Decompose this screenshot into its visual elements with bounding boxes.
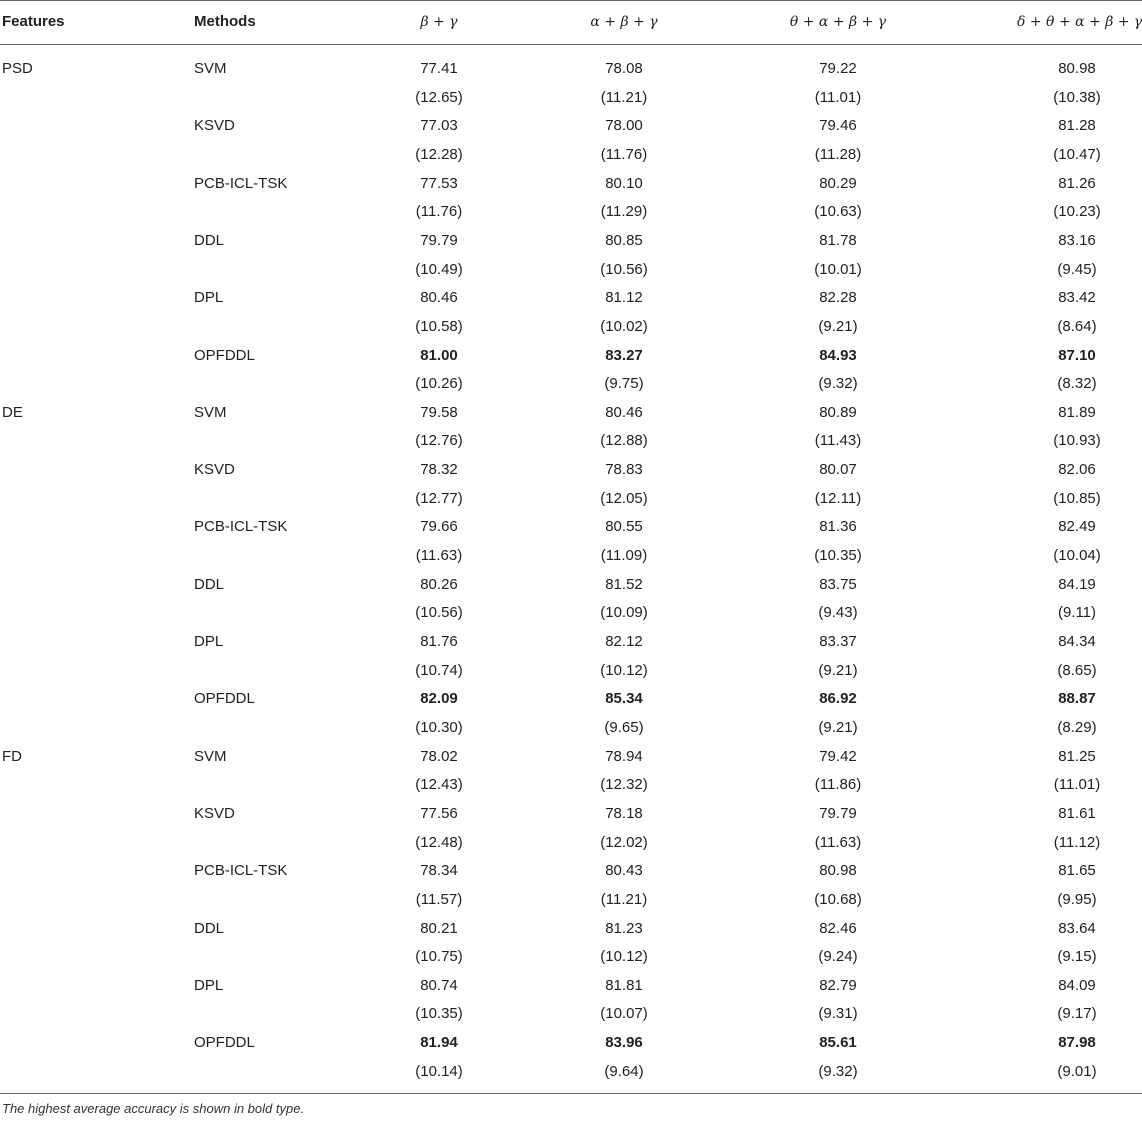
accuracy-value: 81.65	[1058, 862, 1096, 880]
std-dev-value: (10.26)	[415, 375, 463, 393]
method-label: DPL	[194, 289, 224, 307]
accuracy-value: 80.21	[420, 919, 458, 937]
table-header-rule	[0, 44, 1142, 45]
std-dev-value: (11.01)	[814, 88, 862, 106]
std-dev-value: (11.63)	[814, 833, 862, 851]
feature-label: PSD	[2, 60, 33, 77]
accuracy-value: 82.46	[819, 919, 857, 937]
std-dev-value: (9.32)	[818, 1062, 858, 1080]
method-label: KSVD	[194, 804, 235, 822]
table-top-rule	[0, 0, 1142, 1]
accuracy-value: 82.06	[1058, 461, 1096, 479]
accuracy-value: 81.12	[605, 289, 643, 307]
std-dev-value: (11.86)	[814, 776, 862, 794]
accuracy-value: 84.19	[1058, 575, 1096, 593]
std-dev-value: (11.63)	[415, 547, 463, 565]
accuracy-value: 81.23	[605, 919, 643, 937]
method-label: SVM	[194, 747, 227, 765]
std-dev-value: (10.35)	[814, 547, 862, 565]
std-dev-value: (8.32)	[1057, 375, 1097, 393]
method-label: KSVD	[194, 117, 235, 135]
accuracy-value: 80.46	[605, 403, 643, 421]
accuracy-value: 80.46	[420, 289, 458, 307]
std-dev-value: (10.38)	[1053, 88, 1101, 106]
std-dev-value: (10.47)	[1053, 145, 1101, 163]
std-dev-value: (10.74)	[415, 661, 463, 679]
std-dev-value: (12.02)	[600, 833, 648, 851]
accuracy-value: 85.34	[605, 690, 643, 708]
std-dev-value: (11.76)	[600, 145, 648, 163]
std-dev-value: (11.21)	[600, 88, 648, 106]
header-band-3: θ + α + β + γ	[789, 14, 887, 30]
std-dev-value: (9.01)	[1057, 1062, 1097, 1080]
std-dev-value: (9.65)	[604, 718, 644, 736]
accuracy-value: 77.53	[420, 174, 458, 192]
accuracy-value: 81.26	[1058, 174, 1096, 192]
std-dev-value: (10.75)	[415, 948, 463, 966]
std-dev-value: (9.75)	[604, 375, 644, 393]
std-dev-value: (11.12)	[1053, 833, 1101, 851]
std-dev-value: (11.09)	[600, 547, 648, 565]
method-label: OPFDDL	[194, 346, 255, 364]
accuracy-value: 80.29	[819, 174, 857, 192]
std-dev-value: (8.64)	[1057, 317, 1097, 335]
accuracy-value: 81.94	[420, 1034, 458, 1052]
method-label: DPL	[194, 633, 224, 650]
std-dev-value: (12.32)	[600, 776, 648, 794]
accuracy-value: 78.02	[420, 747, 458, 765]
header-methods: Methods	[194, 13, 256, 30]
accuracy-value: 81.25	[1058, 747, 1096, 765]
accuracy-value: 82.28	[819, 289, 857, 307]
accuracy-value: 80.10	[605, 174, 643, 192]
accuracy-value: 83.16	[1058, 231, 1096, 249]
std-dev-value: (10.35)	[415, 1005, 463, 1023]
std-dev-value: (10.12)	[600, 661, 648, 679]
std-dev-value: (10.23)	[1053, 203, 1101, 221]
accuracy-value: 79.22	[819, 60, 857, 77]
accuracy-value: 81.76	[420, 633, 458, 650]
method-label: DDL	[194, 575, 225, 593]
accuracy-value: 82.09	[420, 690, 458, 708]
std-dev-value: (10.09)	[600, 604, 648, 622]
std-dev-value: (11.29)	[600, 203, 648, 221]
accuracy-value: 80.98	[819, 862, 857, 880]
accuracy-value: 81.00	[420, 346, 458, 364]
std-dev-value: (10.56)	[600, 260, 648, 278]
accuracy-value: 79.79	[420, 231, 458, 249]
std-dev-value: (11.43)	[814, 432, 862, 450]
accuracy-value: 80.26	[420, 575, 458, 593]
accuracy-value: 81.61	[1058, 804, 1096, 822]
accuracy-value: 81.81	[605, 976, 643, 994]
accuracy-value: 86.92	[819, 690, 857, 708]
header-band-1: β + γ	[420, 14, 458, 30]
accuracy-value: 84.93	[819, 346, 857, 364]
method-label: KSVD	[194, 461, 235, 479]
std-dev-value: (10.01)	[814, 260, 862, 278]
header-band-2: α + β + γ	[590, 14, 658, 30]
method-label: SVM	[194, 60, 227, 77]
accuracy-value: 84.34	[1058, 633, 1096, 650]
accuracy-value: 78.00	[605, 117, 643, 135]
accuracy-value: 78.34	[420, 862, 458, 880]
feature-label: FD	[2, 747, 22, 765]
accuracy-value: 78.83	[605, 461, 643, 479]
accuracy-value: 83.75	[819, 575, 857, 593]
accuracy-value: 87.98	[1058, 1034, 1096, 1052]
method-label: DDL	[194, 919, 225, 937]
accuracy-value: 82.79	[819, 976, 857, 994]
method-label: OPFDDL	[194, 1034, 255, 1052]
accuracy-value: 81.36	[819, 518, 857, 536]
std-dev-value: (9.24)	[818, 948, 858, 966]
std-dev-value: (10.58)	[415, 317, 463, 335]
std-dev-value: (10.68)	[814, 890, 862, 908]
accuracy-value: 81.52	[605, 575, 643, 593]
std-dev-value: (12.28)	[415, 145, 463, 163]
accuracy-value: 85.61	[819, 1034, 857, 1052]
std-dev-value: (9.32)	[818, 375, 858, 393]
std-dev-value: (10.85)	[1053, 489, 1101, 507]
std-dev-value: (9.15)	[1057, 948, 1097, 966]
std-dev-value: (9.17)	[1057, 1005, 1097, 1023]
accuracy-value: 80.89	[819, 403, 857, 421]
std-dev-value: (10.56)	[415, 604, 463, 622]
header-band-4: δ + θ + α + β + γ	[1017, 14, 1142, 30]
std-dev-value: (9.21)	[818, 661, 858, 679]
accuracy-value: 78.18	[605, 804, 643, 822]
std-dev-value: (12.76)	[415, 432, 463, 450]
std-dev-value: (10.14)	[415, 1062, 463, 1080]
accuracy-value: 78.32	[420, 461, 458, 479]
header-features: Features	[2, 13, 65, 30]
table-footnote: The highest average accuracy is shown in bold type.	[2, 1101, 305, 1116]
accuracy-value: 80.74	[420, 976, 458, 994]
method-label: OPFDDL	[194, 690, 255, 708]
accuracy-value: 81.78	[819, 231, 857, 249]
accuracy-value: 82.49	[1058, 518, 1096, 536]
accuracy-value: 80.85	[605, 231, 643, 249]
feature-label: DE	[2, 403, 23, 421]
std-dev-value: (8.29)	[1057, 718, 1097, 736]
std-dev-value: (12.05)	[600, 489, 648, 507]
std-dev-value: (9.21)	[818, 317, 858, 335]
std-dev-value: (10.63)	[814, 203, 862, 221]
accuracy-value: 81.89	[1058, 403, 1096, 421]
std-dev-value: (12.88)	[600, 432, 648, 450]
std-dev-value: (9.11)	[1057, 604, 1097, 622]
accuracy-value: 83.37	[819, 633, 857, 650]
method-label: DDL	[194, 231, 225, 249]
method-label: PCB-ICL-TSK	[194, 518, 288, 536]
std-dev-value: (10.04)	[1053, 547, 1101, 565]
std-dev-value: (11.57)	[415, 890, 463, 908]
std-dev-value: (9.95)	[1057, 890, 1097, 908]
std-dev-value: (10.07)	[600, 1005, 648, 1023]
std-dev-value: (9.64)	[604, 1062, 644, 1080]
accuracy-value: 83.96	[605, 1034, 643, 1052]
accuracy-value: 83.42	[1058, 289, 1096, 307]
std-dev-value: (10.93)	[1053, 432, 1101, 450]
std-dev-value: (10.30)	[415, 718, 463, 736]
accuracy-value: 79.58	[420, 403, 458, 421]
accuracy-value: 79.42	[819, 747, 857, 765]
table-bottom-rule	[0, 1093, 1142, 1094]
std-dev-value: (9.31)	[818, 1005, 858, 1023]
std-dev-value: (12.43)	[415, 776, 463, 794]
std-dev-value: (12.77)	[415, 489, 463, 507]
accuracy-value: 79.79	[819, 804, 857, 822]
accuracy-value: 84.09	[1058, 976, 1096, 994]
accuracy-value: 81.28	[1058, 117, 1096, 135]
std-dev-value: (11.21)	[600, 890, 648, 908]
accuracy-value: 80.43	[605, 862, 643, 880]
std-dev-value: (9.43)	[818, 604, 858, 622]
accuracy-value: 79.66	[420, 518, 458, 536]
std-dev-value: (9.21)	[818, 718, 858, 736]
accuracy-value: 79.46	[819, 117, 857, 135]
accuracy-value: 82.12	[605, 633, 643, 650]
std-dev-value: (11.28)	[814, 145, 862, 163]
accuracy-value: 88.87	[1058, 690, 1096, 708]
std-dev-value: (9.45)	[1057, 260, 1097, 278]
accuracy-value: 77.03	[420, 117, 458, 135]
method-label: PCB-ICL-TSK	[194, 174, 288, 192]
accuracy-value: 78.94	[605, 747, 643, 765]
accuracy-value: 87.10	[1058, 346, 1096, 364]
std-dev-value: (11.01)	[1053, 776, 1101, 794]
accuracy-value: 78.08	[605, 60, 643, 77]
accuracy-value: 77.56	[420, 804, 458, 822]
accuracy-value: 77.41	[420, 60, 458, 77]
std-dev-value: (10.12)	[600, 948, 648, 966]
method-label: DPL	[194, 976, 224, 994]
accuracy-value: 83.64	[1058, 919, 1096, 937]
std-dev-value: (12.48)	[415, 833, 463, 851]
std-dev-value: (8.65)	[1057, 661, 1097, 679]
method-label: PCB-ICL-TSK	[194, 862, 288, 880]
accuracy-value: 80.55	[605, 518, 643, 536]
accuracy-value: 80.98	[1058, 60, 1096, 77]
std-dev-value: (11.76)	[415, 203, 463, 221]
std-dev-value: (12.11)	[814, 489, 862, 507]
accuracy-value: 80.07	[819, 461, 857, 479]
std-dev-value: (10.49)	[415, 260, 463, 278]
std-dev-value: (12.65)	[415, 88, 463, 106]
std-dev-value: (10.02)	[600, 317, 648, 335]
accuracy-value: 83.27	[605, 346, 643, 364]
method-label: SVM	[194, 403, 227, 421]
